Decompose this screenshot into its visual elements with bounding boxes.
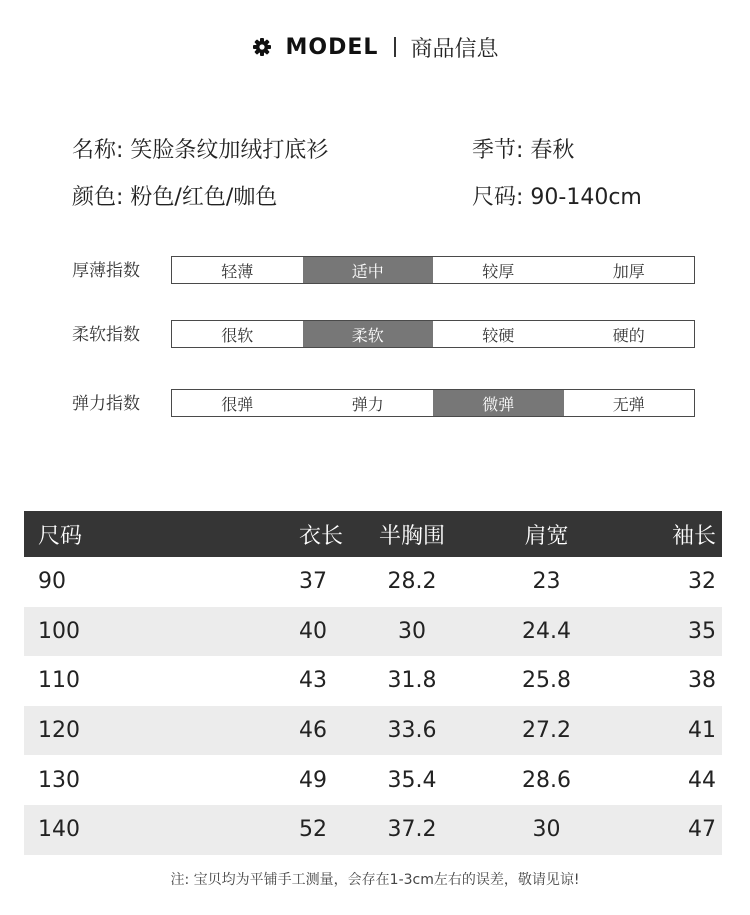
measurement-note: 注: 宝贝均为平铺手工测量，会存在1-3cm左右的误差，敬请见谅! bbox=[170, 872, 580, 888]
scale-label: 柔软指数 bbox=[72, 325, 140, 345]
table-cell: 33.6 bbox=[373, 706, 451, 756]
table-cell: 37 bbox=[299, 569, 327, 595]
scale-option: 无弹 bbox=[612, 394, 645, 414]
table-cell: 38 bbox=[688, 668, 716, 694]
scale-option: 轻薄 bbox=[221, 261, 254, 281]
scale-option: 很弹 bbox=[221, 394, 254, 414]
table-cell: 43 bbox=[299, 668, 327, 694]
gear-icon bbox=[252, 37, 272, 57]
scale-option-selected: 适中 bbox=[303, 257, 434, 283]
product-color: 颜色: 粉色/红色/咖色 bbox=[72, 185, 278, 210]
scale-label: 弹力指数 bbox=[72, 394, 140, 414]
table-cell: 28.6 bbox=[522, 767, 571, 793]
table-row bbox=[24, 557, 722, 607]
table-cell: 130 bbox=[38, 767, 80, 793]
scale-option-selected: 微弹 bbox=[433, 390, 564, 416]
scale-option: 很软 bbox=[221, 325, 254, 345]
table-cell: 32 bbox=[688, 569, 716, 595]
table-cell: 47 bbox=[642, 805, 722, 855]
column-header: 半胸围 bbox=[373, 511, 451, 557]
table-cell: 120 bbox=[24, 706, 151, 756]
table-cell: 140 bbox=[24, 805, 151, 855]
scale-options bbox=[171, 389, 695, 417]
table-cell: 23 bbox=[532, 569, 561, 595]
column-header: 肩宽 bbox=[451, 511, 642, 557]
header-separator bbox=[394, 37, 396, 57]
scale-option-selected: 柔软 bbox=[303, 321, 434, 347]
scale-option: 加厚 bbox=[612, 261, 645, 281]
table-row bbox=[24, 706, 722, 756]
table-cell: 100 bbox=[24, 607, 151, 657]
table-row bbox=[24, 656, 722, 706]
scale-option: 较硬 bbox=[482, 325, 515, 345]
page-header bbox=[0, 30, 750, 64]
table-cell: 37.2 bbox=[373, 805, 451, 855]
table-cell: 44 bbox=[688, 767, 716, 793]
header-subtitle: 商品信息 bbox=[410, 36, 499, 62]
product-season: 季节: 春秋 bbox=[472, 138, 575, 163]
column-header: 衣长 bbox=[151, 511, 373, 557]
scale-option: 弹力 bbox=[351, 394, 384, 414]
brand-title: MODEL bbox=[285, 34, 379, 60]
softness-scale bbox=[72, 320, 694, 350]
table-cell: 35.4 bbox=[387, 767, 437, 793]
size-chart-table bbox=[24, 511, 722, 855]
table-cell: 27.2 bbox=[451, 706, 642, 756]
elasticity-scale bbox=[72, 389, 694, 419]
table-cell: 40 bbox=[151, 607, 373, 657]
column-header: 袖长 bbox=[642, 511, 722, 557]
scale-option: 硬的 bbox=[612, 325, 645, 345]
table-cell: 110 bbox=[38, 668, 80, 694]
table-cell: 31.8 bbox=[387, 668, 437, 694]
table-header-row bbox=[24, 511, 722, 557]
column-header: 尺码 bbox=[24, 511, 151, 557]
table-cell: 25.8 bbox=[522, 668, 571, 694]
scale-options bbox=[171, 320, 695, 348]
table-row bbox=[24, 755, 722, 805]
product-size-range: 尺码: 90-140cm bbox=[472, 185, 642, 210]
table-cell: 52 bbox=[151, 805, 373, 855]
table-row bbox=[24, 805, 722, 855]
table-cell: 35 bbox=[642, 607, 722, 657]
table-cell: 30 bbox=[373, 607, 451, 657]
product-name: 名称: 笑脸条纹加绒打底衫 bbox=[72, 138, 329, 163]
table-cell: 30 bbox=[451, 805, 642, 855]
scale-label: 厚薄指数 bbox=[72, 261, 140, 281]
table-cell: 90 bbox=[38, 569, 66, 595]
table-cell: 49 bbox=[299, 767, 327, 793]
table-cell: 24.4 bbox=[451, 607, 642, 657]
table-cell: 28.2 bbox=[387, 569, 437, 595]
table-row bbox=[24, 607, 722, 657]
thickness-scale bbox=[72, 256, 694, 286]
scale-option: 较厚 bbox=[482, 261, 515, 281]
table-cell: 46 bbox=[151, 706, 373, 756]
scale-options bbox=[171, 256, 695, 284]
table-cell: 41 bbox=[642, 706, 722, 756]
